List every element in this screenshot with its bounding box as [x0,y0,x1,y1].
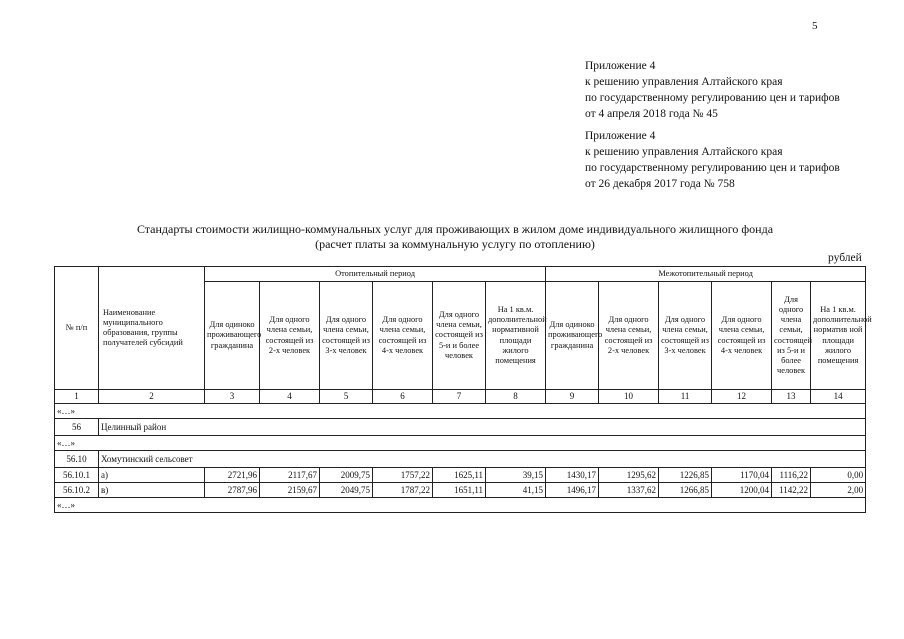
column-number: 10 [599,390,659,404]
ellipsis-row [55,404,866,419]
header-row-number: № п/п [55,267,99,390]
ellipsis-marker: «…» [55,404,866,419]
ellipsis-row [55,436,866,451]
district-name: Целинный район [99,419,866,436]
value-cell: 1757,22 [373,468,433,483]
column-number: 7 [433,390,486,404]
appendix-line: Приложение 4 [585,60,656,72]
value-cell: 39,15 [486,468,546,483]
column-number: 11 [659,390,712,404]
appendix-line: к решению управления Алтайского края [585,146,783,158]
appendix-line: от 4 апреля 2018 года № 45 [585,108,718,120]
row-group: а) [99,468,205,483]
value-cell: 1226,85 [659,468,712,483]
value-cell: 1200,04 [712,483,772,498]
appendix-line: Приложение 4 [585,130,656,142]
row-group: в) [99,483,205,498]
value-cell: 1337,62 [599,483,659,498]
header-heating-period: Отопительный период [205,267,546,282]
appendix-note-current [585,58,885,122]
header-interheating-family-3: Для одного члена семьи, состоящей из 3-х человек [659,282,712,390]
appendix-line: по государственному регулированию цен и тарифов [585,92,840,104]
column-number: 6 [373,390,433,404]
council-code: 56.10 [55,451,99,468]
header-interheating-extra-area: На 1 кв.м. дополнительной норматив ной площади жилого помещения [811,282,866,390]
value-cell: 2,00 [811,483,866,498]
column-number: 5 [320,390,373,404]
value-cell: 2787,96 [205,483,260,498]
value-cell: 1430,17 [546,468,599,483]
appendix-line: по государственному регулированию цен и тарифов [585,162,840,174]
header-interheating-family-4: Для одного члена семьи, состоящей из 4-х человек [712,282,772,390]
tariff-standards-table [54,266,872,513]
value-cell: 2117,67 [260,468,320,483]
column-number-row [55,390,866,404]
column-number: 14 [811,390,866,404]
council-name: Хомутинский сельсовет [99,451,866,468]
header-heating-family-3: Для одного члена семьи, состоящей из 3-х человек [320,282,373,390]
value-cell: 2159,67 [260,483,320,498]
ellipsis-marker: «…» [55,498,866,513]
column-number: 1 [55,390,99,404]
document-title [60,222,850,252]
units-label: рублей [828,252,862,264]
district-row [55,419,866,436]
column-number: 8 [486,390,546,404]
value-cell: 2049,75 [320,483,373,498]
header-heating-single: Для одиноко проживающего гражданина [205,282,260,390]
value-cell: 1116,22 [772,468,811,483]
appendix-note-previous [585,128,885,192]
document-title-line-2: (расчет платы за коммунальную услугу по отоплению) [315,237,595,251]
page-number: 5 [812,20,818,32]
table-row [55,468,866,483]
column-number: 13 [772,390,811,404]
header-interheating-single: Для одиноко проживающего гражданина [546,282,599,390]
value-cell: 1651,11 [433,483,486,498]
header-heating-extra-area: На 1 кв.м. дополнительной нормативной площади жилого помещения [486,282,546,390]
column-number: 9 [546,390,599,404]
header-interheating-period: Межотопительный период [546,267,866,282]
ellipsis-marker: «…» [55,436,866,451]
column-number: 12 [712,390,772,404]
header-interheating-family-2: Для одного члена семьи, состоящей из 2-х человек [599,282,659,390]
header-heating-family-2: Для одного члена семьи, состоящей из 2-х человек [260,282,320,390]
row-code: 56.10.2 [55,483,99,498]
document-title-line-1: Стандарты стоимости жилищно-коммунальных услуг для проживающих в жилом доме индивидуального жилищного фонда [136,222,774,236]
header-heating-family-4: Для одного члена семьи, состоящей из 4-х человек [373,282,433,390]
value-cell: 41,15 [486,483,546,498]
column-number: 3 [205,390,260,404]
value-cell: 1496,17 [546,483,599,498]
value-cell: 1170,04 [712,468,772,483]
value-cell: 2721,96 [205,468,260,483]
value-cell: 1625,11 [433,468,486,483]
row-code: 56.10.1 [55,468,99,483]
district-code: 56 [55,419,99,436]
value-cell: 2009,75 [320,468,373,483]
appendix-line: от 26 декабря 2017 года № 758 [585,178,735,190]
header-group-name: Наименование муниципального образования, группы получателей субсидий [99,267,205,390]
header-interheating-family-5plus: Для одного члена семьи, состоящей из 5-и и более человек [772,282,811,390]
table-row [55,483,866,498]
council-row [55,451,866,468]
header-heating-family-5plus: Для одного члена семьи, состоящей из 5-и и более человек [433,282,486,390]
ellipsis-row [55,498,866,513]
value-cell: 0,00 [811,468,866,483]
value-cell: 1266,85 [659,483,712,498]
value-cell: 1295,62 [599,468,659,483]
appendix-line: к решению управления Алтайского края [585,76,783,88]
value-cell: 1142,22 [772,483,811,498]
column-number: 4 [260,390,320,404]
column-number: 2 [99,390,205,404]
value-cell: 1787,22 [373,483,433,498]
